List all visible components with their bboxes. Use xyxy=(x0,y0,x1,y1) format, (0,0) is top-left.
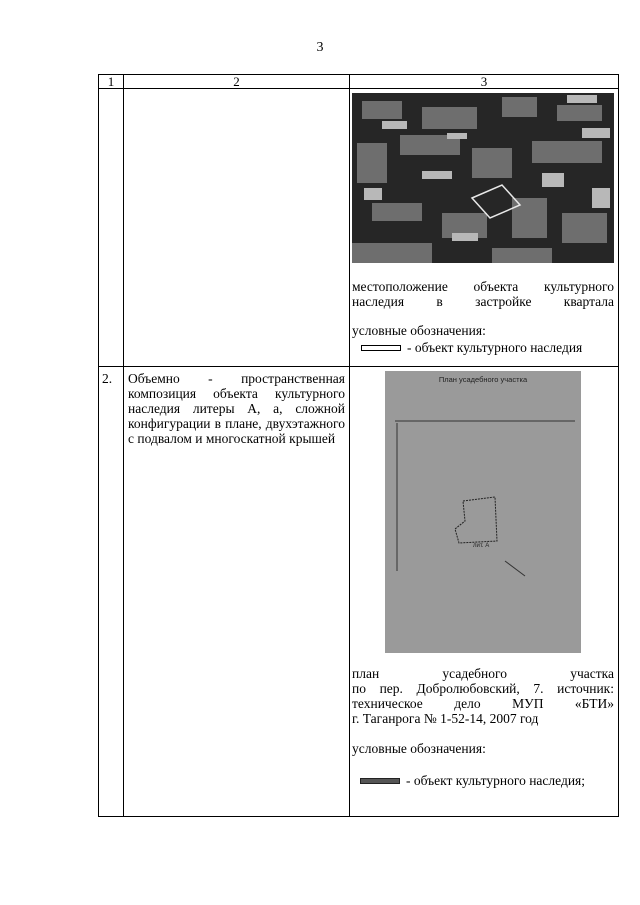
aerial-photo xyxy=(352,93,614,263)
row1-legend xyxy=(361,340,582,356)
site-plan-drawing xyxy=(385,371,581,653)
row2-caption-2: по пер. Добролюбовский, 7. источник: xyxy=(352,681,614,696)
header-col-3: 3 xyxy=(350,75,619,89)
row2-number: 2. xyxy=(99,367,124,817)
table-header-row xyxy=(99,75,619,89)
row2-legend-label: - объект культурного наследия; xyxy=(406,773,586,788)
row1-photo-caption: местоположение объекта культурного наследия в застройке квартала xyxy=(352,279,614,309)
row2-caption-4: г. Таганрога № 1-52-14, 2007 год xyxy=(352,711,539,726)
legend-outline-swatch xyxy=(361,345,401,351)
row2-caption-1: план усадебного участка xyxy=(352,666,614,681)
row1-legend-title: условные обозначения: xyxy=(352,323,486,338)
header-col-1: 1 xyxy=(99,75,124,89)
row1-description-cell xyxy=(124,89,350,367)
row2-legend xyxy=(360,773,585,789)
row2-legend-title: условные обозначения: xyxy=(352,741,486,756)
plan-title: План усадебного участка xyxy=(438,375,528,384)
row1-legend-label: - объект культурного наследия xyxy=(407,340,583,355)
row2-description: Объемно - пространственная композиция объекта культурного наследия литеры А, а, сложной конфигурации в плане, двухэтажного с подвалом и многоскатной крышей xyxy=(124,367,350,817)
plan-building-label: лит. А xyxy=(473,543,490,549)
page-number: 3 xyxy=(316,40,324,55)
row1-number-cell xyxy=(99,89,124,367)
legend-solid-swatch xyxy=(360,778,400,784)
header-col-2: 2 xyxy=(124,75,350,89)
row2-caption-3: техническое дело МУП «БТИ» xyxy=(352,696,614,711)
